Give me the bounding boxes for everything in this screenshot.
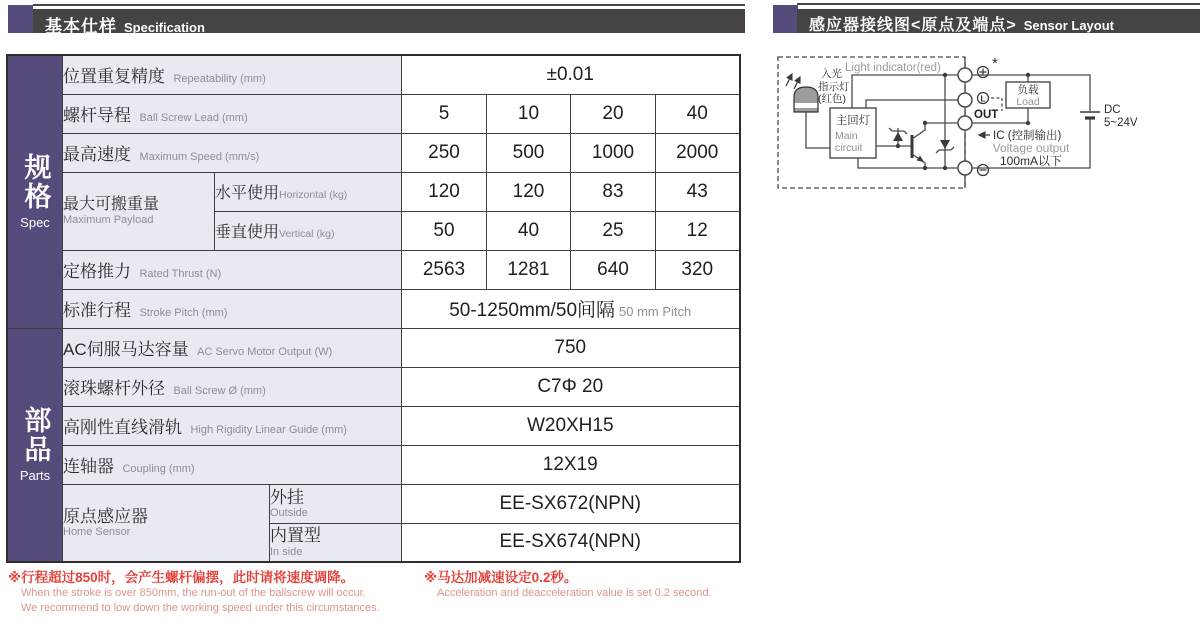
thrust-label-en: Rated Thrust (N)	[139, 268, 222, 280]
vertical-value-1: 50	[402, 211, 487, 250]
section-parts-zh: 部品	[20, 406, 51, 465]
speed-value-4: 2000	[656, 133, 740, 172]
thrust-label	[63, 250, 402, 289]
row-ball-screw-lead	[7, 94, 740, 133]
voltage-output-label: Voltage output	[992, 141, 1070, 155]
stroke-value	[402, 289, 740, 328]
thrust-label-zh: 定格推力	[63, 262, 131, 281]
load-zh: 负载	[1017, 84, 1039, 96]
right-header-title-zh: 感应器接线图<原点及端点>	[809, 17, 1017, 34]
coupling-label-en: Coupling (mm)	[122, 463, 195, 475]
right-header-bar	[797, 9, 1200, 33]
load-en: Load	[1016, 96, 1040, 108]
motor-label	[63, 328, 402, 367]
left-header-accent-square	[8, 5, 33, 33]
plus-rail-wire	[852, 75, 965, 108]
stroke-label	[63, 289, 402, 328]
payload-label-zh: 最大可搬重量	[63, 195, 160, 213]
thrust-value-1: 2563	[402, 250, 487, 289]
stroke-value-main: 50-1250mm/50间隔	[449, 300, 616, 321]
horizontal-label-zh: 水平使用	[215, 185, 280, 202]
speed-value-2: 500	[487, 133, 571, 172]
ic-label: IC (控制输出)	[993, 130, 1062, 142]
plus-symbol-icon	[978, 67, 989, 78]
stroke-label-en: Stroke Pitch (mm)	[139, 307, 228, 319]
section-parts-en: Parts	[19, 468, 51, 484]
horizontal-label	[215, 172, 402, 211]
footnote-stroke-en1: When the stroke is over 850mm, the run-out of the ballscrew will occur.	[21, 587, 366, 599]
transistor-icon	[912, 121, 927, 170]
horizontal-value-3: 83	[571, 172, 656, 211]
coupling-label	[63, 445, 402, 484]
guide-label	[63, 406, 402, 445]
footnote-stroke	[8, 569, 380, 616]
repeatability-value: ±0.01	[402, 55, 740, 94]
row-coupling	[7, 445, 740, 484]
guide-label-zh: 高刚性直线滑轨	[63, 418, 182, 437]
light-indicator-zh1: 入光	[821, 68, 842, 80]
inside-label-en: In side	[270, 545, 303, 558]
lead-value-2: 10	[487, 94, 571, 133]
row-stroke-pitch	[7, 289, 740, 328]
home-sensor-label-en: Home Sensor	[63, 526, 131, 539]
zener-diode-1-icon	[889, 128, 907, 148]
speed-label-en: Maximum Speed (mm/s)	[139, 151, 260, 163]
main-circuit-en2: circuit	[835, 142, 863, 154]
payload-label	[63, 172, 215, 250]
speed-value-3: 1000	[571, 133, 656, 172]
guide-label-en: High Rigidity Linear Guide (mm)	[190, 424, 347, 436]
home-sensor-label	[63, 484, 270, 562]
horizontal-label-en: Horizontal (kg)	[279, 189, 348, 201]
speed-value-1: 250	[402, 133, 487, 172]
vertical-label	[215, 211, 402, 250]
row-home-sensor-outside	[7, 484, 740, 523]
left-header-bar	[33, 9, 745, 36]
minus-symbol-icon	[978, 165, 989, 176]
home-sensor-label-zh: 原点感应器	[63, 506, 148, 526]
section-spec-zh: 规格	[20, 153, 51, 212]
led-wire	[806, 112, 830, 148]
asterisk-mark: *	[992, 55, 998, 72]
indicator-rail-wire	[866, 100, 965, 108]
section-spec	[7, 55, 63, 328]
lead-value-1: 5	[402, 94, 487, 133]
footnote-stroke-zh: ※行程超过850时，会产生螺杆偏摆，此时请将速度调降。	[8, 570, 355, 585]
stroke-value-sub: 50 mm Pitch	[619, 304, 692, 319]
light-indicator-zh2: 指示灯	[818, 81, 850, 93]
repeatability-label-en: Repeatability (mm)	[173, 73, 266, 86]
outside-label-en: Outside	[270, 507, 308, 520]
motor-value: 750	[402, 328, 740, 367]
left-header-title-en: Specification	[124, 20, 205, 35]
left-header-rule	[33, 4, 745, 6]
stroke-label-zh: 标准行程	[63, 301, 131, 320]
main-circuit-en1: Main	[835, 130, 858, 142]
dc-label: DC	[1104, 104, 1121, 116]
footnote-acceleration	[424, 569, 712, 601]
minus-rail-wire	[858, 158, 965, 168]
section-parts	[7, 328, 63, 562]
row-max-speed	[7, 133, 740, 172]
terminal-minus	[958, 161, 972, 175]
spec-table-container	[6, 54, 741, 563]
light-indicator-en-label: Light indicator(red)	[845, 62, 941, 74]
row-payload-horizontal	[7, 172, 740, 211]
outside-label	[270, 484, 402, 523]
row-repeatability	[7, 55, 740, 94]
vertical-value-4: 12	[656, 211, 740, 250]
thrust-value-3: 640	[571, 250, 656, 289]
l-symbol-letter: L	[980, 93, 986, 104]
lead-label-en: Ball Screw Lead (mm)	[139, 112, 248, 124]
lead-value-3: 20	[571, 94, 656, 133]
row-rated-thrust	[7, 250, 740, 289]
spec-table	[6, 54, 741, 563]
battery-icon	[1080, 112, 1100, 118]
right-header-title-en: Sensor Layout	[1023, 18, 1114, 33]
row-linear-guide	[7, 406, 740, 445]
main-circuit-zh: 主回灯	[835, 115, 871, 127]
inside-label-zh: 内置型	[270, 526, 321, 546]
screw-label	[63, 367, 402, 406]
footnote-acceleration-en: Acceleration and deacceleration value is set 0.2 second.	[437, 587, 712, 599]
dc-range-label: 5~24V	[1104, 117, 1138, 129]
terminal-out	[958, 116, 972, 130]
lead-label-zh: 螺杆导程	[63, 106, 131, 125]
coupling-label-zh: 连轴器	[63, 457, 114, 476]
repeatability-label	[63, 55, 402, 94]
screw-value: C7Φ 20	[402, 367, 740, 406]
row-ball-screw-diameter	[7, 367, 740, 406]
speed-label-zh: 最高速度	[63, 145, 131, 164]
screw-label-en: Ball Screw Ø (mm)	[173, 385, 266, 397]
vertical-value-3: 25	[571, 211, 656, 250]
current-limit-label: 100mA以下	[999, 154, 1063, 168]
footnote-stroke-en2: We recommend to low down the working speed under this circumstances.	[21, 602, 380, 614]
left-header-title-zh: 基本仕样	[45, 17, 117, 36]
footnote-acceleration-zh: ※马达加减速设定0.2秒。	[424, 570, 578, 585]
screw-label-zh: 滚珠螺杆外径	[63, 379, 165, 398]
horizontal-value-4: 43	[656, 172, 740, 211]
terminal-indicator	[958, 93, 972, 107]
coupling-value: 12X19	[402, 445, 740, 484]
thrust-value-2: 1281	[487, 250, 571, 289]
inside-value: EE-SX674(NPN)	[402, 523, 740, 562]
out-label: OUT	[974, 109, 999, 121]
lead-value-4: 40	[656, 94, 740, 133]
right-header-accent-square	[773, 5, 798, 33]
light-indicator-zh3: (红色)	[818, 93, 846, 105]
outside-value: EE-SX672(NPN)	[402, 484, 740, 523]
vertical-label-zh: 垂直使用	[215, 224, 280, 241]
motor-label-zh: AC伺服马达容量	[63, 340, 189, 359]
motor-label-en: AC Servo Motor Output (W)	[197, 346, 333, 358]
payload-label-en: Maximum Payload	[63, 214, 154, 227]
guide-value: W20XH15	[402, 406, 740, 445]
speed-label	[63, 133, 402, 172]
sensor-wiring-diagram	[770, 40, 1142, 200]
thrust-value-4: 320	[656, 250, 740, 289]
inside-label	[270, 523, 402, 562]
terminal-plus	[958, 68, 972, 82]
lead-label	[63, 94, 402, 133]
horizontal-value-2: 120	[487, 172, 571, 211]
row-motor-output	[7, 328, 740, 367]
outside-label-zh: 外挂	[270, 487, 304, 507]
section-spec-en: Spec	[20, 215, 50, 231]
repeatability-label-zh: 位置重复精度	[63, 67, 165, 87]
vertical-value-2: 40	[487, 211, 571, 250]
horizontal-value-1: 120	[402, 172, 487, 211]
vertical-label-en: Vertical (kg)	[279, 228, 335, 240]
right-header-rule	[797, 3, 1200, 5]
led-indicator-icon	[786, 74, 818, 112]
